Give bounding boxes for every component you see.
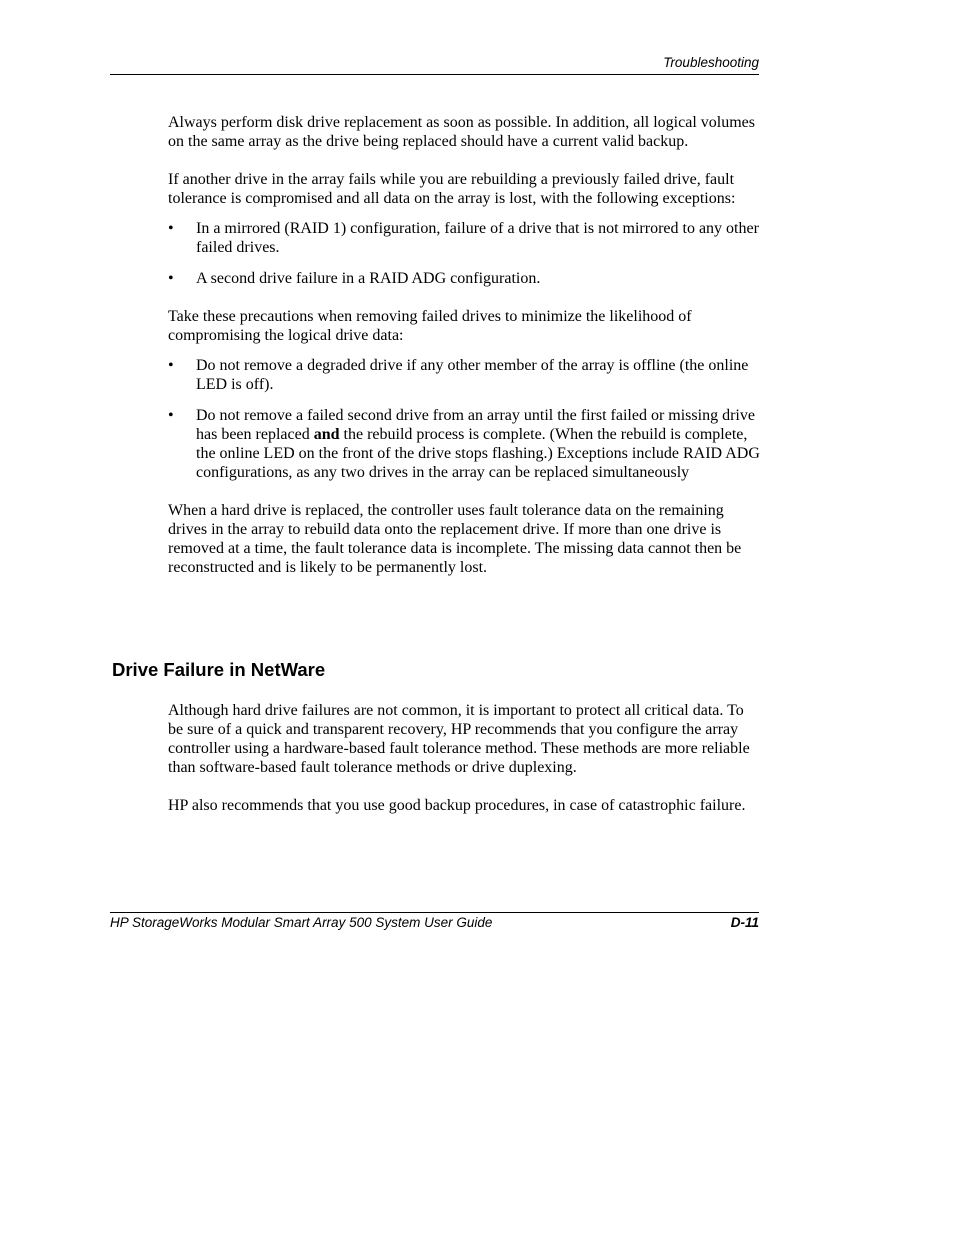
section-netware-body [168, 701, 760, 815]
bullet-icon: • [168, 357, 174, 374]
header-rule [110, 74, 759, 75]
list-item [168, 269, 760, 288]
list-item-text: Do not remove a degraded drive if any other member of the array is offline (the online LED is off). [196, 357, 749, 393]
list-item-text-start: Do not remove a failed second drive from an array until the first failed or missing drive has been replaced [196, 407, 755, 443]
footer-guide-title: HP StorageWorks Modular Smart Array 500 System User Guide [110, 915, 493, 930]
paragraph-netware-recovery: Although hard drive failures are not common, it is important to protect all critical data. To be sure of a quick and transparent recovery, HP recommends that you configure the array controller using a hardware-based fault tolerance method. These methods are more reliable than software-based fault tolerance methods or drive duplexing. [168, 702, 750, 776]
list-item-text [196, 407, 760, 481]
paragraph-precautions: Take these precautions when removing failed drives to minimize the likelihood of compromising the logical drive data: [168, 308, 692, 344]
page-number: D-11 [730, 915, 759, 930]
running-header: Troubleshooting [663, 55, 759, 70]
list-item-text: A second drive failure in a RAID ADG configuration. [196, 270, 541, 287]
section-heading: Drive Failure in NetWare [112, 659, 326, 680]
list-item [168, 356, 760, 394]
bullet-icon: • [168, 407, 174, 424]
bullet-icon: • [168, 270, 174, 287]
list-item [168, 219, 760, 257]
paragraph-rebuild-failure: If another drive in the array fails while you are rebuilding a previously failed drive, fault tolerance is compromised and all data on the array is lost, with the following exceptions: [168, 171, 736, 207]
bullet-icon: • [168, 220, 174, 237]
paragraph-fault-tolerance: When a hard drive is replaced, the controller uses fault tolerance data on the remaining drives in the array to rebuild data onto the replacement drive. If more than one drive is removed at a time, the fault tolerance data is incomplete. The missing data cannot then be reconstructed and is likely to be permanently lost. [168, 502, 742, 576]
footer-rule [110, 912, 759, 913]
list-item-text: In a mirrored (RAID 1) configuration, failure of a drive that is not mirrored to any other failed drives. [196, 220, 759, 256]
section-troubleshooting-body [168, 113, 760, 577]
paragraph-replacement: Always perform disk drive replacement as soon as possible. In addition, all logical volumes on the same array as the drive being replaced should have a current valid backup. [168, 114, 755, 150]
precautions-list [168, 356, 760, 482]
emphasis-and: and [313, 426, 340, 443]
list-item [168, 406, 760, 482]
exceptions-list [168, 219, 760, 288]
paragraph-backup: HP also recommends that you use good backup procedures, in case of catastrophic failure. [168, 797, 746, 814]
list-item-text-end: the rebuild process is complete. (When the rebuild is complete, the online LED on the front of the drive stops flashing.) Exceptions include RAID ADG configurations, as any two drives in the array can be replaced simultaneously [196, 426, 760, 481]
